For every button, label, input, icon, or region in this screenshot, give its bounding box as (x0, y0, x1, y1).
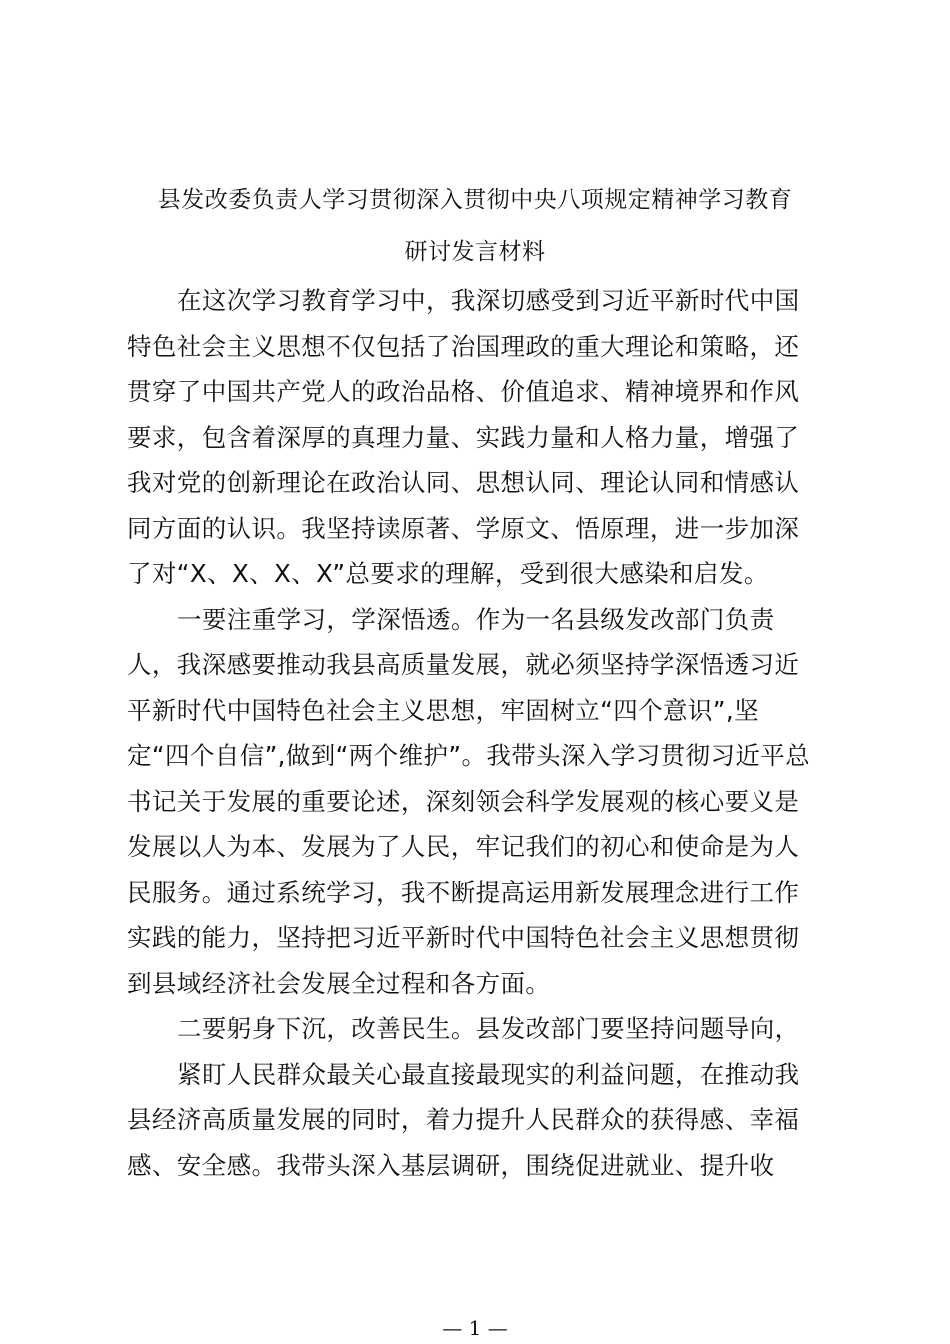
paragraph-line: 贯穿了中国共产党人的政治品格、价值追求、精神境界和作风 (127, 377, 800, 406)
document-title-line-1: 县发改委负责人学习贯彻深入贯彻中央八项规定精神学习教育 (157, 187, 793, 213)
paragraph-line: 同方面的认识。我坚持读原著、学原文、悟原理，进一步加深 (127, 513, 800, 543)
paragraph-4 (127, 1052, 827, 1189)
paragraph-3 (127, 1006, 827, 1052)
paragraph-line: 人，我深感要推动我县高质量发展，就必须坚持学深悟透习近 (127, 650, 800, 679)
document-body (127, 278, 827, 1188)
paragraph-line: 在这次学习教育学习中，我深切感受到习近平新时代中国 (177, 286, 800, 315)
paragraph-line: 县经济高质量发展的同时，着力提升人民群众的获得感、幸福 (127, 1105, 800, 1134)
paragraph-2 (127, 597, 827, 1007)
paragraph-line: 定“四个自信”,做到“两个维护”。我带头深入学习贯彻习近平总 (127, 741, 811, 770)
paragraph-line: 要求，包含着深厚的真理力量、实践力量和人格力量，增强了 (127, 422, 800, 452)
paragraph-line: 民服务。通过系统学习，我不断提高运用新发展理念进行工作 (127, 877, 800, 907)
paragraph-line: 平新时代中国特色社会主义思想，牢固树立“四个意识”,坚 (127, 695, 759, 725)
page-number: — 1 — (442, 1316, 508, 1340)
paragraph-line: 到县域经济社会发展全过程和各方面。 (127, 968, 551, 998)
paragraph-1 (127, 278, 827, 597)
paragraph-line: 实践的能力，坚持把习近平新时代中国特色社会主义思想贯彻 (127, 923, 800, 952)
paragraph-line: 了对“X、X、X、X”总要求的理解，受到很大感染和启发。 (127, 559, 769, 588)
paragraph-line: 发展以人为本、发展为了人民，牢记我们的初心和使命是为人 (127, 832, 800, 861)
paragraph-line: 书记关于发展的重要论述，深刻领会科学发展观的核心要义是 (127, 786, 800, 816)
paragraph-line: 感、安全感。我带头深入基层调研，围绕促进就业、提升收 (127, 1150, 775, 1180)
paragraph-line: 特色社会主义思想不仅包括了治国理政的重大理论和策略，还 (127, 331, 800, 361)
paragraph-line: 一要注重学习，学深悟透。作为一名县级发改部门负责 (177, 604, 775, 634)
paragraph-line: 二要躬身下沉，改善民生。县发改部门要坚持问题导向， (177, 1014, 800, 1043)
document-title-line-2: 研讨发言材料 (404, 239, 546, 265)
paragraph-line: 紧盯人民群众最关心最直接最现实的利益问题，在推动我 (177, 1059, 800, 1089)
paragraph-line: 我对党的创新理论在政治认同、思想认同、理论认同和情感认 (127, 468, 800, 497)
